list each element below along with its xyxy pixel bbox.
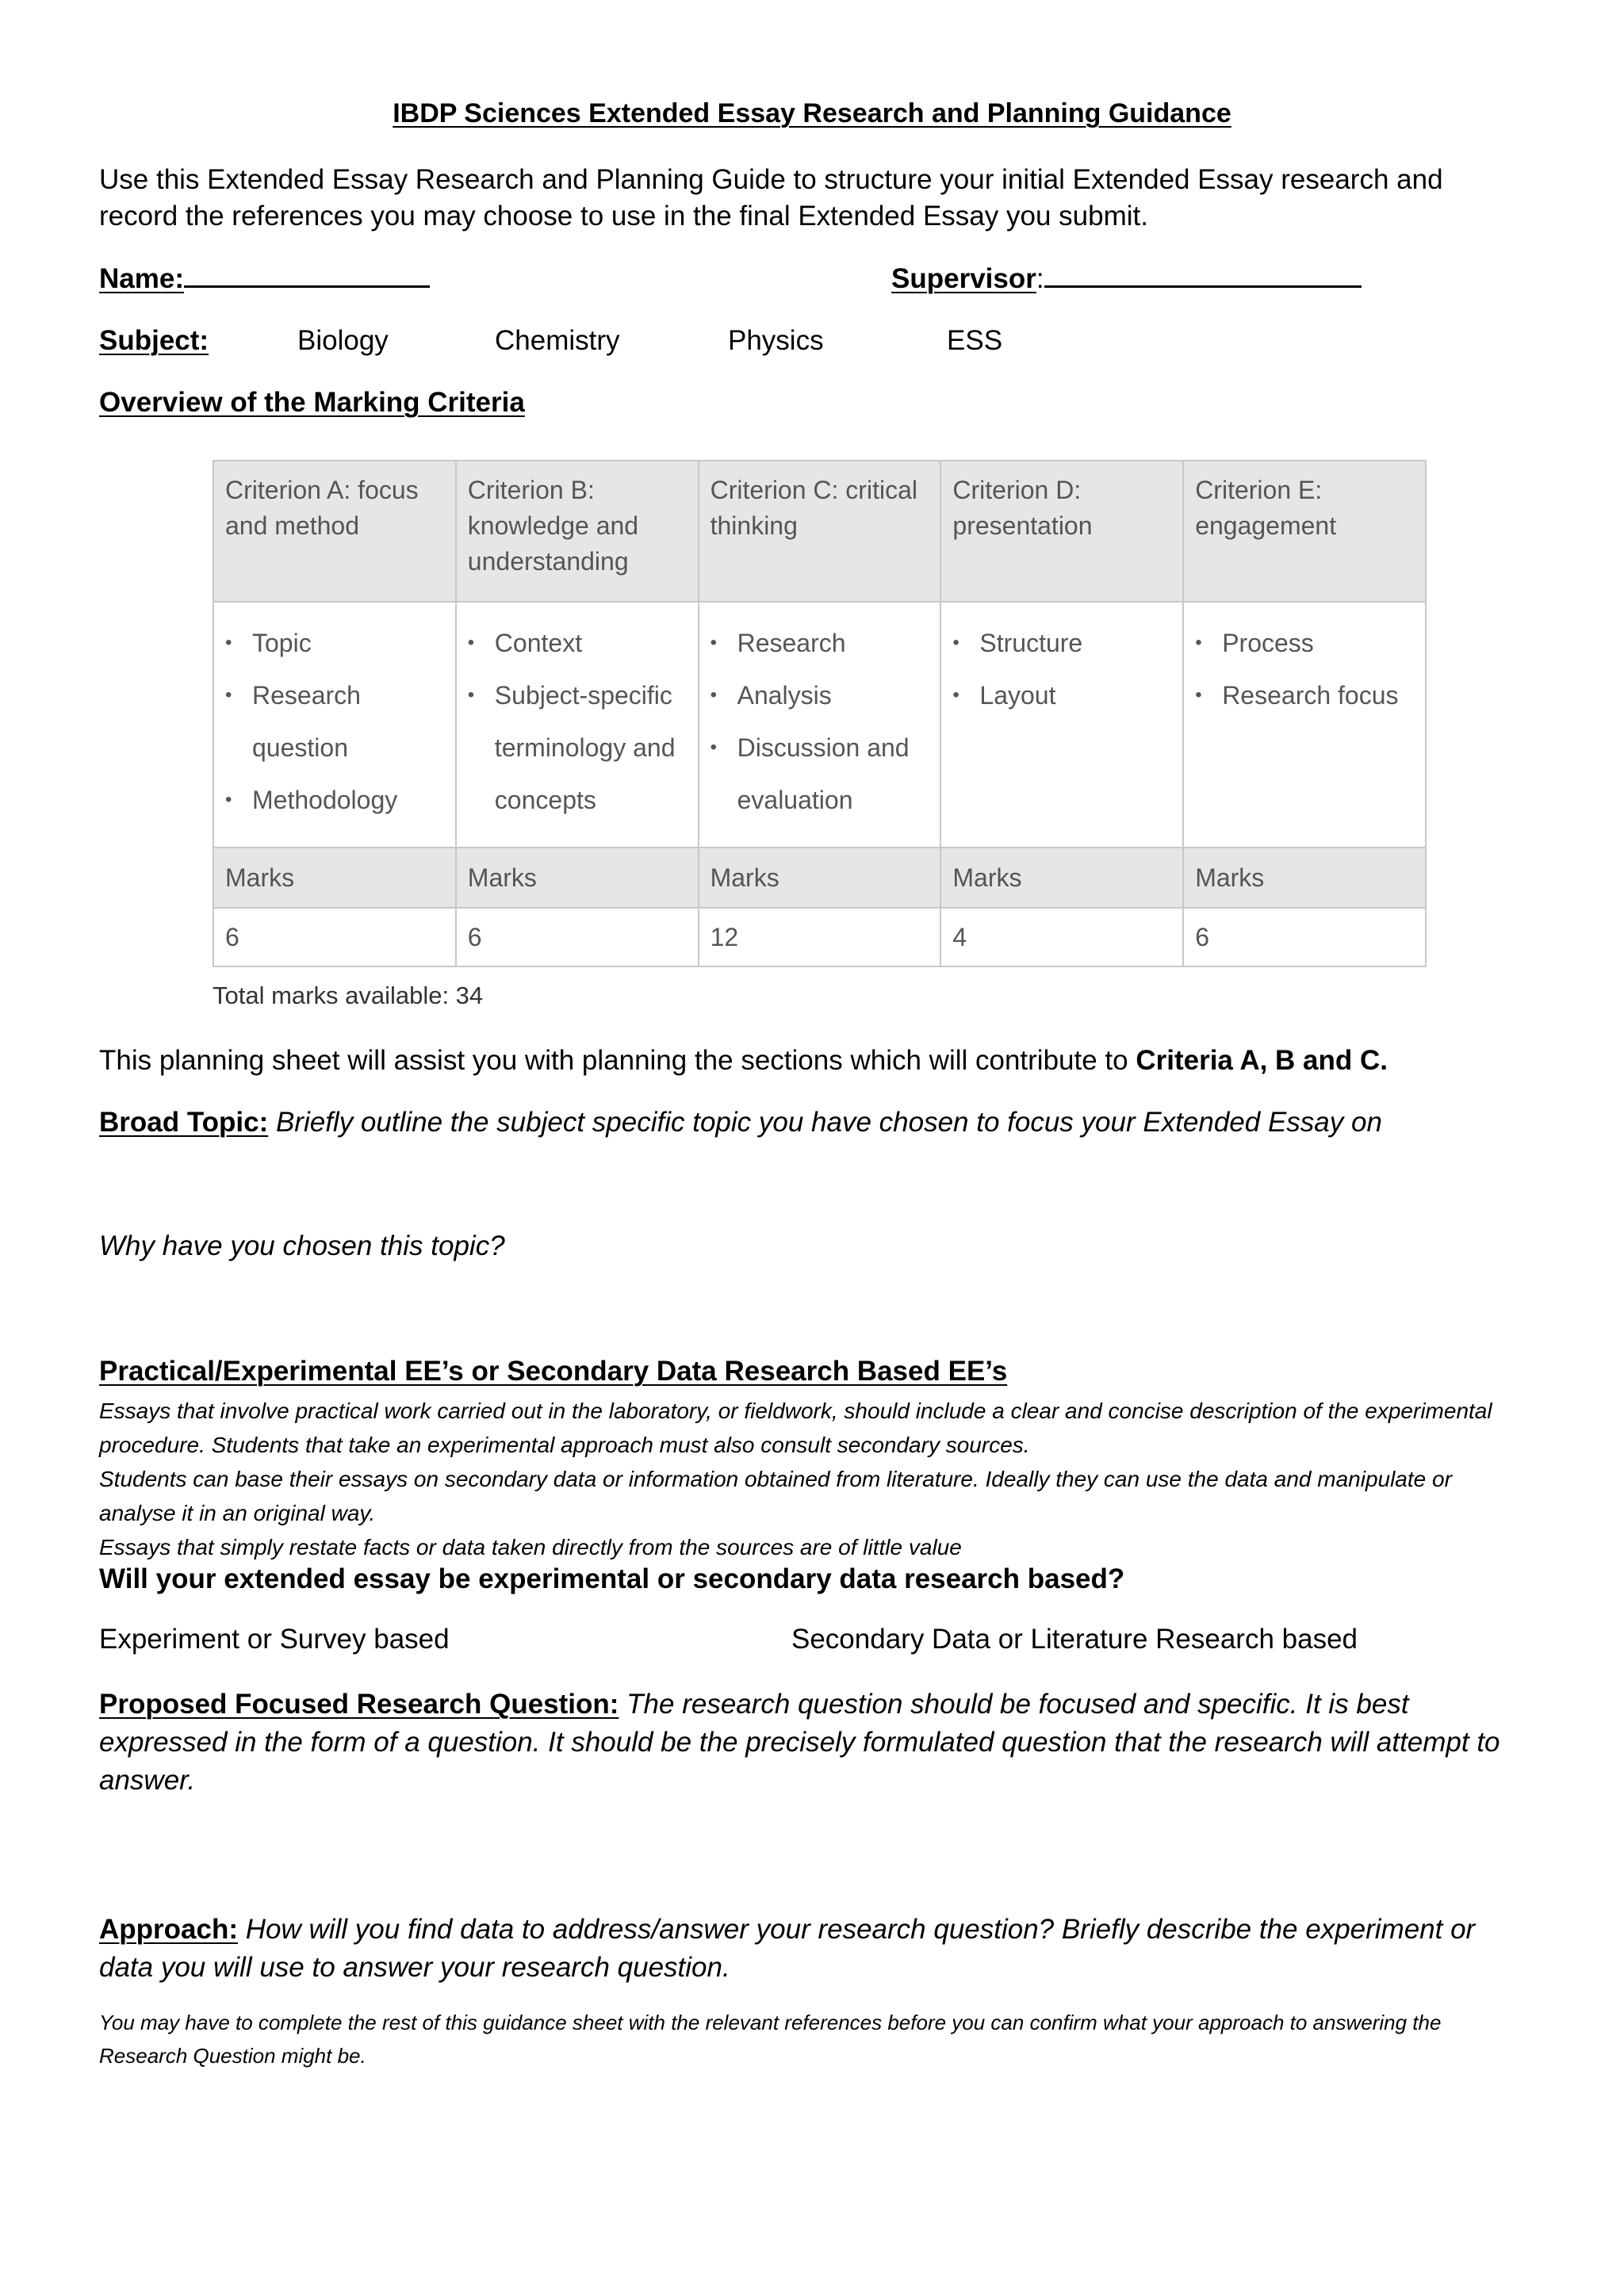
page-title: IBDP Sciences Extended Essay Research and Planning Guidance [393, 98, 1231, 128]
research-question-label: Proposed Focused Research Question: [99, 1689, 619, 1720]
criterion-item: • Topic [225, 617, 444, 669]
subject-label: Subject: [99, 325, 209, 356]
total-marks: Total marks available: 34 [213, 982, 484, 1009]
planning-note-criteria: Criteria A, B and C. [1136, 1045, 1388, 1076]
marking-criteria-table [213, 460, 1427, 967]
approach-section [99, 1911, 1534, 1987]
practical-heading: Practical/Experimental EE’s or Secondary Data Research Based EE’s [99, 1356, 1008, 1387]
research-question-prompt: The research question should be focused and specific. It is best expressed in the form of a question. It should be the precisely formulated question that the research will attempt to answer. [99, 1689, 1500, 1796]
research-question-section [99, 1686, 1534, 1800]
criterion-b-items [456, 602, 699, 848]
name-label: Name: [99, 263, 184, 294]
criterion-item: • Methodology [225, 774, 444, 826]
practical-line-3: Essays that simply restate facts or data taken directly from the sources are of little value [99, 1535, 962, 1559]
marks-label: Marks [213, 848, 456, 908]
criterion-a-header: Criterion A: focus and method [213, 461, 456, 602]
criterion-item: • Subject-specific terminology and concepts [468, 669, 687, 826]
approach-label: Approach: [99, 1914, 238, 1945]
criterion-d-header: Criterion D: presentation [940, 461, 1183, 602]
criterion-item: • Context [468, 617, 687, 669]
subject-option-biology[interactable]: Biology [297, 325, 389, 356]
criterion-item: • Structure [952, 617, 1171, 669]
criterion-item: • Process [1195, 617, 1414, 669]
criterion-d-items [940, 602, 1183, 848]
why-topic-prompt: Why have you chosen this topic? [99, 1230, 505, 1261]
criterion-e-header: Criterion E: engagement [1183, 461, 1426, 602]
criterion-a-marks: 6 [213, 908, 456, 966]
option-secondary-data[interactable]: Secondary Data or Literature Research based [791, 1624, 1358, 1655]
criterion-item: • Research question [225, 669, 444, 774]
criterion-c-marks: 12 [699, 908, 941, 966]
marks-label: Marks [456, 848, 699, 908]
practical-question: Will your extended essay be experimental or secondary data research based? [99, 1563, 1125, 1594]
criterion-a-items [213, 602, 456, 848]
supervisor-field[interactable] [891, 263, 1362, 295]
broad-topic-label: Broad Topic: [99, 1107, 269, 1138]
approach-prompt: How will you find data to address/answer your research question? Briefly describe the experiment or data you will use to answer your research question. [99, 1914, 1476, 1983]
criterion-item: • Layout [952, 669, 1171, 721]
approach-note: You may have to complete the rest of this guidance sheet with the relevant references before you can confirm what your approach to answering the Research Question might be. [99, 2011, 1442, 2068]
option-experiment-survey[interactable]: Experiment or Survey based [99, 1624, 450, 1655]
supervisor-colon: : [1036, 263, 1044, 294]
broad-topic-section [99, 1107, 1382, 1138]
subject-option-ess[interactable]: ESS [947, 325, 1003, 356]
planning-note-text: This planning sheet will assist you with planning the sections which will contribute to [99, 1045, 1136, 1076]
intro-paragraph: Use this Extended Essay Research and Planning Guide to structure your initial Extended Essay research and record the references you may choose to use in the final Extended Essay you submit. [99, 164, 1443, 232]
broad-topic-prompt: Briefly outline the subject specific topic you have chosen to focus your Extended Essay on [268, 1107, 1382, 1138]
practical-line-1: Essays that involve practical work carried out in the laboratory, or fieldwork, should include a clear and concise description of the experimental procedure. Students that take an experimental approach must also consult secondary sources. [99, 1399, 1492, 1457]
criterion-item: • Analysis [710, 669, 929, 721]
criterion-c-header: Criterion C: critical thinking [699, 461, 941, 602]
name-line [184, 263, 430, 288]
criterion-item: • Discussion and evaluation [710, 721, 929, 826]
subject-option-chemistry[interactable]: Chemistry [495, 325, 620, 356]
criterion-d-marks: 4 [940, 908, 1183, 966]
criterion-e-marks: 6 [1183, 908, 1426, 966]
overview-heading: Overview of the Marking Criteria [99, 387, 525, 418]
criterion-item: • Research [710, 617, 929, 669]
marks-label: Marks [1183, 848, 1426, 908]
subject-option-physics[interactable]: Physics [728, 325, 824, 356]
marks-label: Marks [699, 848, 941, 908]
supervisor-label: Supervisor [891, 263, 1036, 294]
name-field[interactable] [99, 263, 430, 295]
criterion-b-marks: 6 [456, 908, 699, 966]
planning-note [99, 1045, 1388, 1077]
criterion-e-items [1183, 602, 1426, 848]
criterion-b-header: Criterion B: knowledge and understanding [456, 461, 699, 602]
criterion-item: • Research focus [1195, 669, 1414, 721]
criterion-c-items [699, 602, 941, 848]
practical-line-2: Students can base their essays on secondary data or information obtained from literature. Ideally they can use the data and manipulate or analyse it in an original way. [99, 1467, 1452, 1525]
marks-label: Marks [940, 848, 1183, 908]
supervisor-line [1044, 263, 1362, 288]
